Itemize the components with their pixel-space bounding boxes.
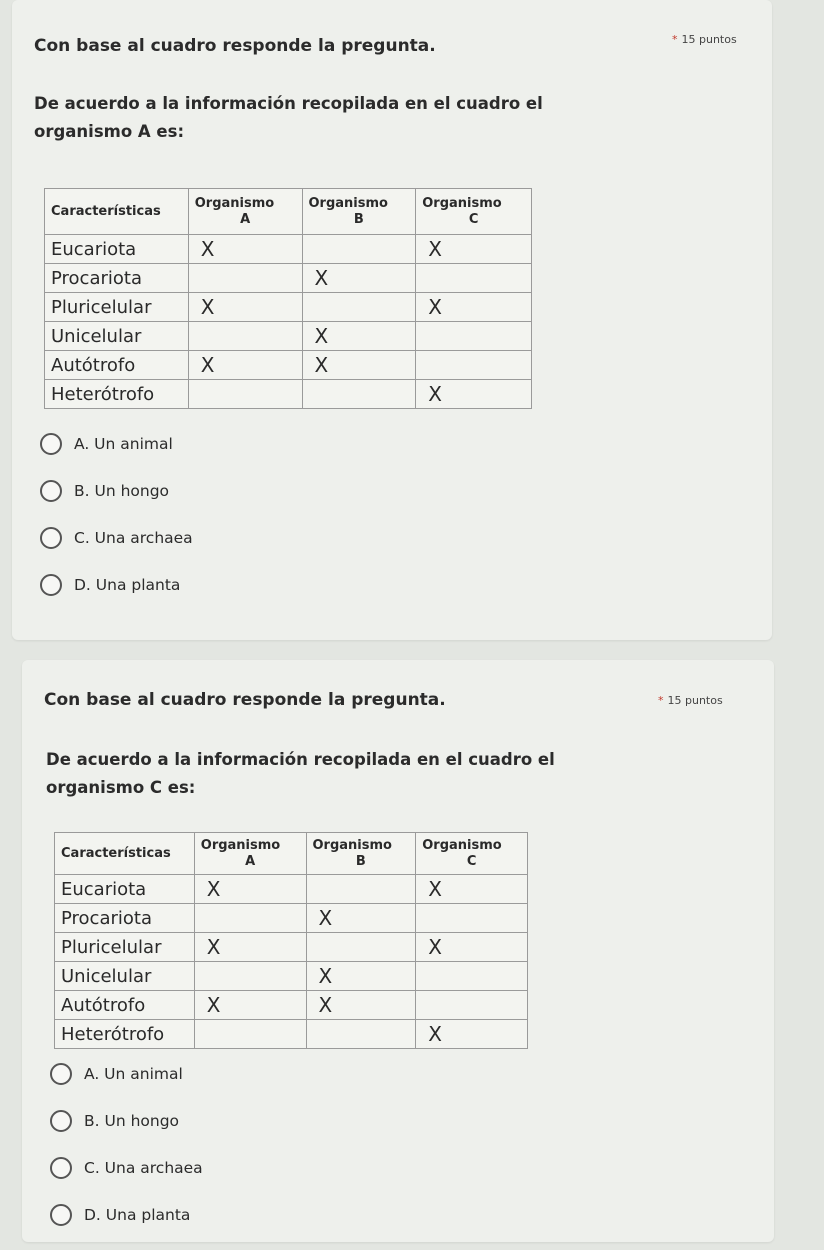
- radio-button[interactable]: [40, 433, 62, 455]
- answer-options: [40, 432, 193, 620]
- question-text-line-2: organismo A es:: [34, 122, 185, 141]
- answer-options: [50, 1062, 203, 1250]
- cell-b: [302, 380, 416, 409]
- table-row: [55, 962, 528, 991]
- table-row: [45, 351, 532, 380]
- table-row: [55, 991, 528, 1020]
- cell-c: [416, 991, 528, 1020]
- points-label: [658, 694, 723, 707]
- cell-b: [306, 875, 416, 904]
- table-row: [55, 933, 528, 962]
- cell-a: [194, 904, 306, 933]
- table-row: [45, 322, 532, 351]
- points-value: 15 puntos: [681, 33, 737, 46]
- cell-c: X: [416, 933, 528, 962]
- radio-button[interactable]: [40, 527, 62, 549]
- option-b[interactable]: [50, 1109, 203, 1133]
- cell-b: X: [306, 991, 416, 1020]
- option-label[interactable]: B. Un hongo: [74, 482, 170, 500]
- header-organismo-a: Organismo A: [188, 189, 302, 235]
- row-label: Heterótrofo: [55, 1020, 195, 1049]
- cell-a: X: [194, 933, 306, 962]
- option-label[interactable]: B. Un hongo: [84, 1112, 180, 1130]
- table-row: [45, 380, 532, 409]
- cell-c: [416, 264, 532, 293]
- option-label[interactable]: C. Una archaea: [74, 529, 193, 547]
- option-label[interactable]: A. Un animal: [74, 435, 173, 453]
- cell-a: X: [194, 875, 306, 904]
- row-label: Unicelular: [55, 962, 195, 991]
- question-text: [46, 746, 555, 802]
- required-asterisk: *: [658, 694, 664, 707]
- table-row: [45, 264, 532, 293]
- characteristics-table: [54, 832, 528, 1049]
- row-label: Procariota: [55, 904, 195, 933]
- cell-a: X: [194, 991, 306, 1020]
- cell-c: X: [416, 875, 528, 904]
- option-label[interactable]: D. Una planta: [84, 1206, 191, 1224]
- cell-a: X: [188, 235, 302, 264]
- cell-a: X: [188, 293, 302, 322]
- cell-b: X: [302, 264, 416, 293]
- cell-b: X: [306, 904, 416, 933]
- cell-a: [188, 322, 302, 351]
- cell-a: [188, 380, 302, 409]
- cell-c: [416, 904, 528, 933]
- cell-b: X: [302, 322, 416, 351]
- row-label: Eucariota: [55, 875, 195, 904]
- cell-b: X: [302, 351, 416, 380]
- table-row: [55, 875, 528, 904]
- cell-b: X: [306, 962, 416, 991]
- table-header-row: [55, 833, 528, 875]
- radio-button[interactable]: [40, 480, 62, 502]
- question-title: Con base al cuadro responde la pregunta.: [44, 690, 446, 710]
- cell-c: [416, 351, 532, 380]
- option-a[interactable]: [50, 1062, 203, 1086]
- row-label: Procariota: [45, 264, 189, 293]
- question-card-1: [12, 0, 772, 640]
- points-label: [672, 33, 737, 46]
- cell-c: X: [416, 1020, 528, 1049]
- option-c[interactable]: [40, 526, 193, 550]
- header-caracteristicas: Características: [45, 189, 189, 235]
- header-caracteristicas: Características: [55, 833, 195, 875]
- question-title: Con base al cuadro responde la pregunta.: [34, 36, 436, 56]
- cell-a: [194, 962, 306, 991]
- question-text-line-1: De acuerdo a la información recopilada en el cuadro el: [34, 94, 543, 113]
- cell-c: [416, 322, 532, 351]
- cell-b: [306, 933, 416, 962]
- table-row: [55, 1020, 528, 1049]
- option-label[interactable]: D. Una planta: [74, 576, 181, 594]
- cell-a: X: [188, 351, 302, 380]
- radio-button[interactable]: [40, 574, 62, 596]
- cell-c: X: [416, 235, 532, 264]
- option-c[interactable]: [50, 1156, 203, 1180]
- table-row: [45, 235, 532, 264]
- option-d[interactable]: [40, 573, 193, 597]
- cell-c: X: [416, 293, 532, 322]
- radio-button[interactable]: [50, 1204, 72, 1226]
- option-label[interactable]: A. Un animal: [84, 1065, 183, 1083]
- question-text-line-2: organismo C es:: [46, 778, 196, 797]
- row-label: Eucariota: [45, 235, 189, 264]
- row-label: Heterótrofo: [45, 380, 189, 409]
- row-label: Pluricelular: [55, 933, 195, 962]
- header-organismo-c: Organismo C: [416, 189, 532, 235]
- cell-c: X: [416, 380, 532, 409]
- cell-b: [302, 293, 416, 322]
- header-organismo-c: Organismo C: [416, 833, 528, 875]
- points-value: 15 puntos: [667, 694, 723, 707]
- radio-button[interactable]: [50, 1157, 72, 1179]
- question-card-2: [22, 660, 774, 1242]
- table-header-row: [45, 189, 532, 235]
- row-label: Pluricelular: [45, 293, 189, 322]
- question-text: [34, 90, 543, 146]
- header-organismo-b: Organismo B: [306, 833, 416, 875]
- option-d[interactable]: [50, 1203, 203, 1227]
- table-row: [55, 904, 528, 933]
- option-b[interactable]: [40, 479, 193, 503]
- radio-button[interactable]: [50, 1110, 72, 1132]
- question-text-line-1: De acuerdo a la información recopilada en el cuadro el: [46, 750, 555, 769]
- required-asterisk: *: [672, 33, 678, 46]
- cell-b: [306, 1020, 416, 1049]
- cell-c: [416, 962, 528, 991]
- characteristics-table: [44, 188, 532, 409]
- header-organismo-b: Organismo B: [302, 189, 416, 235]
- cell-a: [194, 1020, 306, 1049]
- option-a[interactable]: [40, 432, 193, 456]
- option-label[interactable]: C. Una archaea: [84, 1159, 203, 1177]
- header-organismo-a: Organismo A: [194, 833, 306, 875]
- radio-button[interactable]: [50, 1063, 72, 1085]
- cell-a: [188, 264, 302, 293]
- row-label: Autótrofo: [45, 351, 189, 380]
- row-label: Autótrofo: [55, 991, 195, 1020]
- row-label: Unicelular: [45, 322, 189, 351]
- cell-b: [302, 235, 416, 264]
- table-row: [45, 293, 532, 322]
